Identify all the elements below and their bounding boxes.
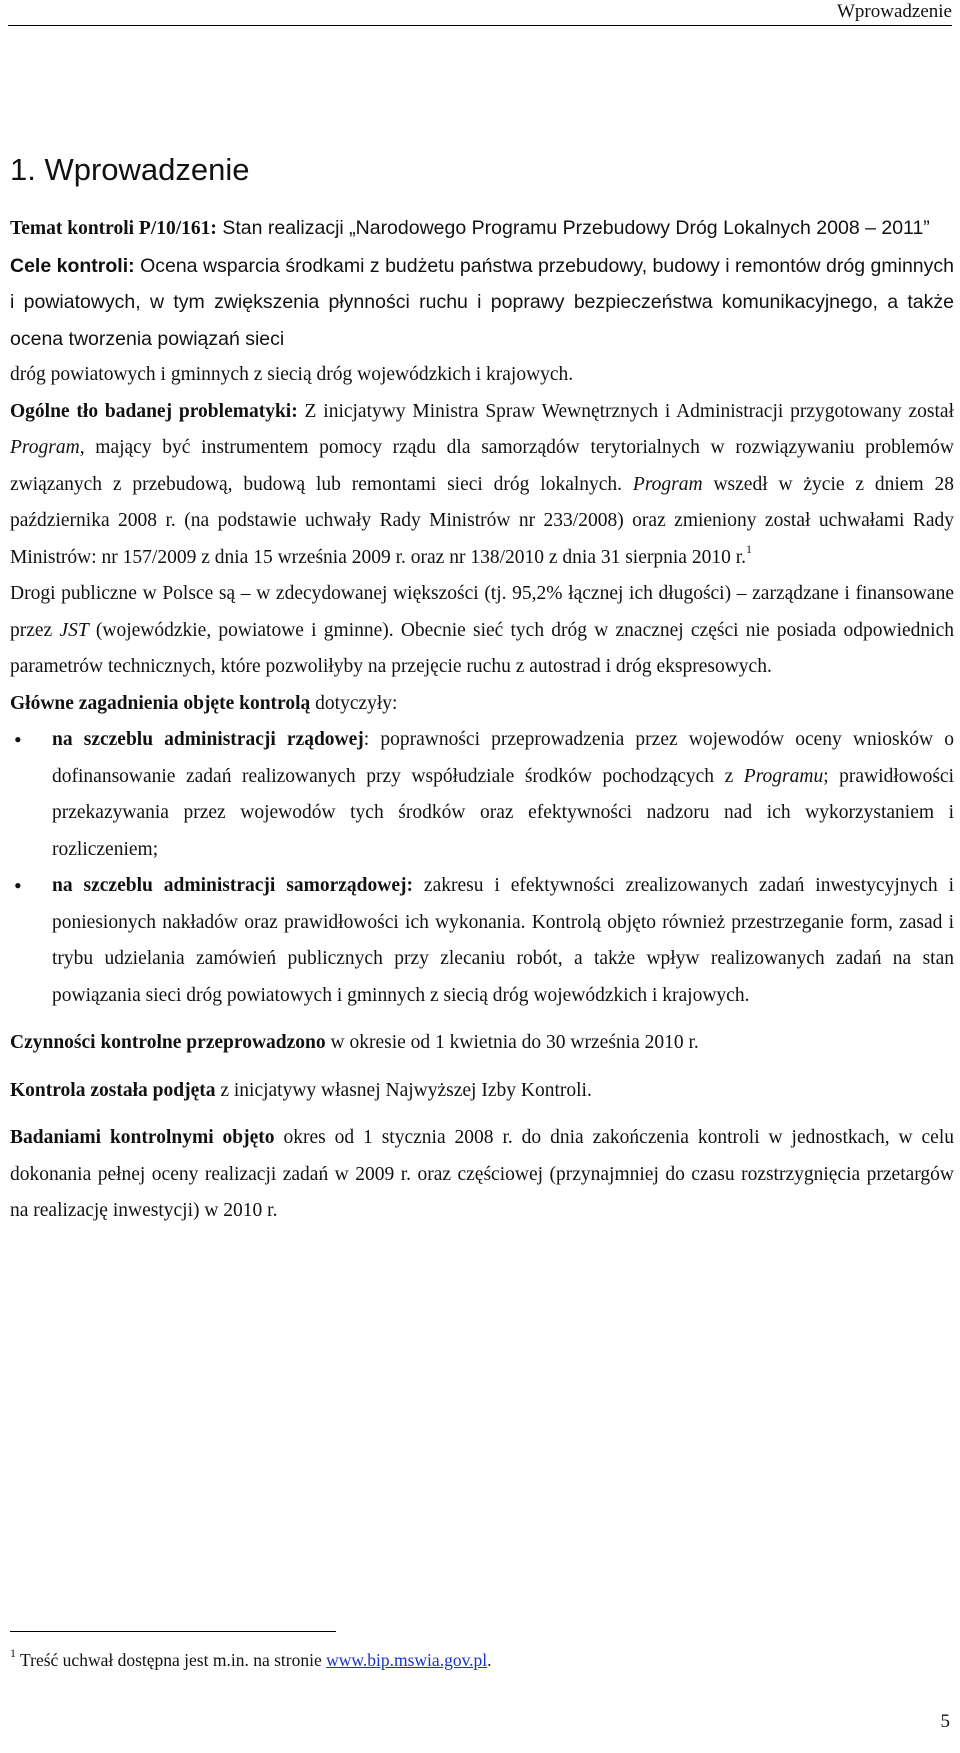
tlo-paragraph (10, 394, 954, 577)
running-header (8, 0, 952, 26)
item-text-1: : poprawności przeprowadzenia przez wojewodów oceny wniosków o dofinansowanie zadań realizowanych przy współudziale środków pochodzących z (52, 729, 954, 787)
czynnosci-paragraph (10, 1025, 954, 1062)
zagadnienia-intro (10, 686, 954, 723)
czynnosci-text: w okresie od 1 kwietnia do 30 września 2010 r. (325, 1032, 699, 1053)
tlo-program-2: Program (632, 473, 703, 495)
drogi-jst: JST (59, 619, 89, 641)
page-number: 5 (940, 1711, 950, 1732)
tlo-text-3: wszedł w życie z dniem 28 października 2008 r. (na podstawie uchwały Rady Ministrów nr 233/2008) oraz zmieniony został uchwałami Rady Ministrów: nr 157/2009 z dnia 15 września 2009 r. oraz nr 138/2010 z dnia 31 sierpnia 2010 r. (10, 473, 954, 568)
document-body (10, 150, 954, 1230)
cele-paragraph (10, 248, 954, 358)
footnote (10, 1648, 492, 1672)
item-label: na szczeblu administracji samorządowej: (52, 875, 413, 896)
podjecie-paragraph (10, 1073, 954, 1110)
zagadnienia-label: Główne zagadnienia objęte kontrolą (10, 692, 311, 714)
item-text-2: ; prawidłowości przekazywania przez wojewodów tych środków oraz efektywności nadzoru nad ich wykorzystaniem i rozliczeniem; (52, 765, 954, 860)
list-item (10, 722, 954, 868)
badania-label: Badaniami kontrolnymi objęto (10, 1127, 275, 1148)
footnote-link[interactable]: www.bip.mswia.gov.pl (326, 1650, 488, 1670)
footnote-divider (10, 1631, 336, 1632)
cele-serif-text: dróg powiatowych i gminnych z siecią dróg wojewódzkich i krajowych. (10, 364, 574, 385)
tlo-text-2: mający być instrumentem pomocy rządu dla samorządów terytorialnych w rozwiązywaniu problemów związanych z przebudową, budową lub remontami sieci dróg lokalnych. (10, 437, 954, 495)
czynnosci-label: Czynności kontrolne przeprowadzono (10, 1032, 326, 1053)
temat-paragraph (10, 210, 954, 248)
cele-label: Cele kontroli: (10, 254, 135, 277)
badania-text: okres od 1 stycznia 2008 r. do dnia zakończenia kontroli w jednostkach, w celu dokonania pełnej oceny realizacji zadań w 2009 r. oraz częściowej (przynajmniej do czasu rozstrzygnięcia przetargów na realizację inwestycji) w 2010 r. (10, 1127, 954, 1221)
footnote-end: . (487, 1650, 492, 1670)
footnote-ref[interactable]: 1 (746, 542, 752, 556)
list-item (10, 868, 954, 1014)
item-program: Programu (743, 765, 824, 787)
cele-continuation (10, 357, 954, 394)
temat-label: Temat kontroli P/10/161: (10, 218, 217, 239)
running-header-title: Wprowadzenie (837, 1, 952, 22)
cele-text: Ocena wsparcia środkami z budżetu państwa przebudowy, budowy i remontów dróg gminnych i powiatowych, w tym zwiększenia płynności ruchu i poprawy bezpieczeństwa komunikacyjnego, a także ocena tworzenia powiązań sieci (10, 254, 954, 350)
tlo-label: Ogólne tło badanej problematyki: (10, 400, 298, 422)
bullet-icon: • (14, 727, 22, 752)
zagadnienia-tail: dotyczyły: (310, 692, 398, 714)
tlo-text-1: Z inicjatywy Ministra Spraw Wewnętrznych i Administracji przygotowany został (297, 400, 954, 422)
section-number: 1. (10, 152, 36, 187)
bullet-icon: • (14, 873, 22, 898)
temat-text: Stan realizacji „Narodowego Programu Przebudowy Dróg Lokalnych 2008 – 2011” (216, 217, 930, 239)
badania-paragraph (10, 1120, 954, 1230)
drogi-paragraph (10, 576, 954, 686)
drogi-text-2: (wojewódzkie, powiatowe i gminne). Obecnie sieć tych dróg w znacznej części nie posiada odpowiednich parametrów technicznych, które pozwoliłyby na przejęcie ruchu z autostrad i dróg ekspresowych. (10, 619, 954, 677)
zagadnienia-list (10, 722, 954, 1014)
drogi-text-1: Drogi publiczne w Polsce są – w zdecydowanej większości (tj. 95,2% łącznej ich długości) – zarządzane i finansowane przez (10, 583, 954, 641)
footnote-text: Treść uchwał dostępna jest m.in. na stronie (16, 1650, 327, 1670)
podjecie-text: z inicjatywy własnej Najwyższej Izby Kontroli. (215, 1079, 592, 1101)
tlo-program-1: Program, (10, 437, 85, 458)
section-title: Wprowadzenie (44, 152, 250, 187)
footnote-marker: 1 (10, 1646, 16, 1661)
item-text-1: zakresu i efektywności zrealizowanych zadań inwestycyjnych i poniesionych nakładów oraz prawidłowości ich wykonania. Kontrolą objęto również przestrzeganie form, zasad i trybu udzielania zamówień publicznych przy zlecaniu robót, a także wpływ realizowanych zadań na stan powiązania sieci dróg powiatowych i gminnych z siecią dróg wojewódzkich i krajowych. (52, 875, 955, 1006)
section-heading (10, 150, 954, 190)
podjecie-label: Kontrola została podjęta (10, 1079, 216, 1101)
item-label: na szczeblu administracji rządowej (52, 729, 364, 750)
